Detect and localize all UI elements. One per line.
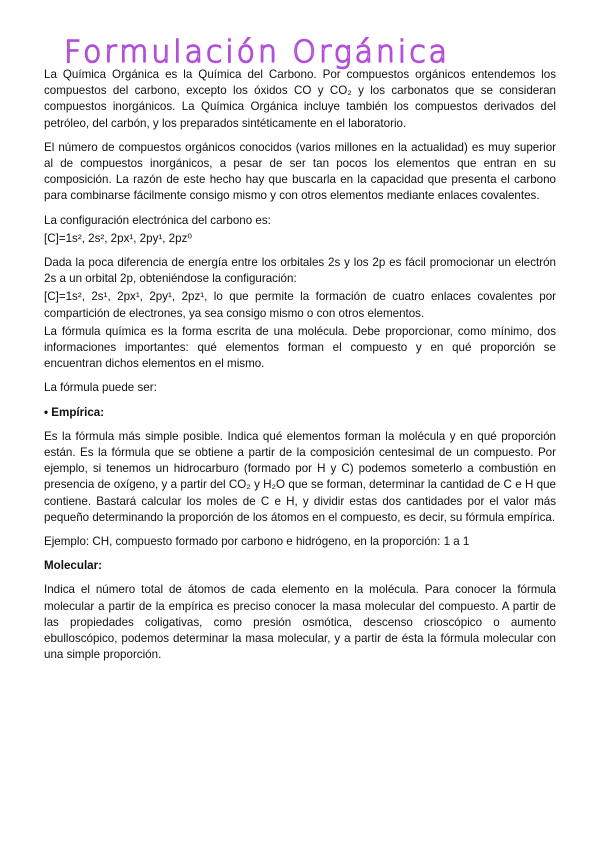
intro-paragraph-2: El número de compuestos orgánicos conocidos (varios millones en la actualidad) es muy superior al de compuestos inorgánicos, a pesar de ser tan pocos los elementos que entran en su composición. La razón de este hecho hay que buscarla en la capacidad que presenta el carbono para combinarse fácilmente consigo mismo y con otros elementos mediante enlaces covalentes. <box>44 140 556 203</box>
document-body <box>44 67 556 672</box>
empirical-description: Es la fórmula más simple posible. Indica qué elementos forman la molécula y en qué proporción están. Es la fórmula que se obtiene a partir de la composición centesimal de un compuesto. Por ejemplo, si tenemos un hidrocarburo (formado por H y C) podemos someterlo a combustión en presencia de oxígeno, y a partir del CO₂ y H₂O que se forman, determinar la cantidad de C e H que contiene. Bastará calcular los moles de C e H, y dividir estas dos cantidades por el valor más pequeño determinando la proporción de los átomos en el compuesto, es decir, su fórmula empírica. <box>44 429 556 524</box>
page-title <box>62 16 462 72</box>
molecular-description: Indica el número total de átomos de cada elemento en la molécula. Para conocer la fórmula molecular a partir de la empírica es preciso conocer la masa molecular del compuesto. A partir de las propiedades coligativas, como presión osmótica, descenso crioscópico o aumento ebulloscópico, podemos determinar la masa molecular, y a partir de ésta la fórmula molecular con una simple proporción. <box>44 583 556 662</box>
empirical-example: Ejemplo: CH, compuesto formado por carbono e hidrógeno, en la proporción: 1 a 1 <box>44 535 470 549</box>
formula-definition: La fórmula química es la forma escrita de una molécula. Debe proporcionar, como mínimo, dos informaciones importantes: qué elementos forman el compuesto y en qué proporción se encuentran dichos elementos en el mismo. <box>44 324 556 371</box>
page-title-text: Formulación Orgánica <box>64 35 450 70</box>
configuration-ground-state: [C]=1s², 2s², 2px¹, 2py¹, 2pz⁰ <box>44 231 193 245</box>
empirical-heading: • Empírica: <box>44 405 105 419</box>
molecular-heading: Molecular: <box>44 559 102 573</box>
formula-types-label: La fórmula puede ser: <box>44 381 157 395</box>
configuration-label: La configuración electrónica del carbono es: <box>44 213 271 227</box>
intro-paragraph-1: La Química Orgánica es la Química del Carbono. Por compuestos orgánicos entendemos los compuestos del carbono, excepto los óxidos CO y CO₂ y los carbonatos que se consideran compuestos inorgánicos. La Química Orgánica incluye también los compuestos derivados del petróleo, del carbón, y los preparados sintéticamente en el laboratorio. <box>44 68 556 130</box>
configuration-excited-state: [C]=1s², 2s¹, 2px¹, 2py¹, 2pz¹, lo que permite la formación de cuatro enlaces covalentes por compartición de electrones, ya sea consigo mismo o con otros elementos. <box>44 290 556 320</box>
promotion-paragraph: Dada la poca diferencia de energía entre los orbitales 2s y los 2p es fácil promocionar un electrón 2s a un orbital 2p, obteniéndose la configuración: <box>44 256 556 286</box>
